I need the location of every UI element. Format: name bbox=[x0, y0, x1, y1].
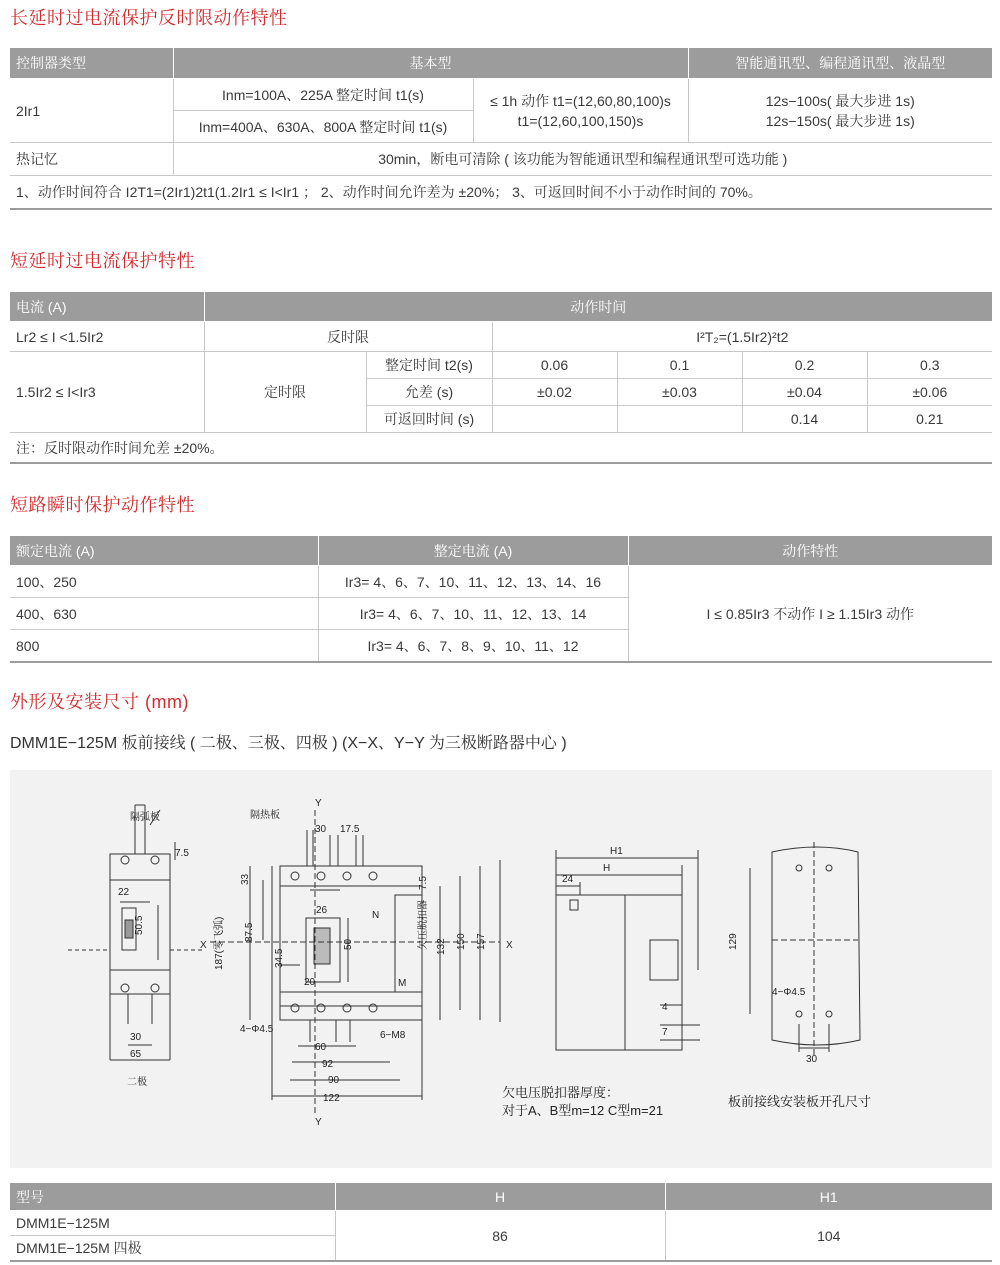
short-delay-table bbox=[10, 292, 992, 464]
dim-33: 33 bbox=[240, 873, 251, 885]
row-2ir1-right bbox=[688, 79, 992, 143]
model-cell: DMM1E−125M bbox=[10, 1211, 335, 1236]
row-2ir1-right-2: 12s−150s( 最大步进 1s) bbox=[765, 112, 915, 129]
label-holes4: 4−Φ4.5 bbox=[240, 1024, 274, 1035]
mounting-panel bbox=[772, 847, 860, 1045]
header-h: H bbox=[335, 1183, 665, 1211]
row-2ir1-label: 2Ir1 bbox=[10, 79, 173, 143]
release-note-1: 欠电压脱扣器厚度： bbox=[502, 1085, 620, 1100]
dim-7-5: 7.5 bbox=[175, 848, 189, 859]
label-holes4b: 4−Φ4.5 bbox=[772, 987, 806, 998]
dim-90: 90 bbox=[328, 1075, 340, 1086]
label-h1: H1 bbox=[610, 846, 623, 857]
long-delay-table bbox=[10, 48, 992, 210]
row-thermal-value: 30min，断电可清除 ( 该功能为智能通讯型和编程通讯型可选功能 ) bbox=[173, 143, 992, 176]
characteristic-cell: I ≤ 0.85Ir3 不动作 I ≥ 1.15Ir3 动作 bbox=[628, 566, 992, 663]
dim-17-5: 17.5 bbox=[340, 824, 360, 835]
tolerance-cell: ±0.04 bbox=[742, 379, 867, 406]
row-2ir1-mid bbox=[473, 79, 688, 143]
dim-30-c: 30 bbox=[806, 1054, 818, 1065]
header-model: 型号 bbox=[10, 1183, 335, 1211]
label-x-left: X bbox=[200, 940, 207, 951]
dim-150: 150 bbox=[456, 933, 467, 950]
header-characteristic: 动作特性 bbox=[628, 536, 992, 566]
row-definite-range: 1.5Ir2 ≤ I<Ir3 bbox=[10, 352, 204, 433]
dim-50: 50 bbox=[343, 938, 354, 950]
row-2ir1-b: Inm=400A、630A、800A 整定时间 t1(s) bbox=[173, 111, 473, 143]
return-time-cell: 0.21 bbox=[867, 406, 992, 433]
label-y-bottom: Y bbox=[315, 1117, 322, 1128]
dim-20: 20 bbox=[304, 977, 316, 988]
dim-4: 4 bbox=[662, 1002, 668, 1013]
label-return-time: 可返回时间 (s) bbox=[366, 406, 492, 433]
drawing-subtitle: DMM1E−125M 板前接线 ( 二极、三极、四极 ) (X−X、Y−Y 为三极断路器中心 ) bbox=[10, 735, 567, 752]
header-rated-current: 额定电流 (A) bbox=[10, 536, 318, 566]
row-2ir1-mid-2: t1=(12,60,100,150)s bbox=[517, 112, 644, 129]
label-heat-plate: 隔热板 bbox=[250, 810, 280, 821]
set-time-cell: 0.06 bbox=[492, 352, 617, 379]
return-time-cell: 0.14 bbox=[742, 406, 867, 433]
return-time-cell bbox=[492, 406, 617, 433]
dimension-drawing bbox=[10, 770, 992, 1168]
section-title-instant: 短路瞬时保护动作特性 bbox=[10, 495, 195, 515]
dim-87-5: 87.5 bbox=[244, 922, 255, 942]
h1-value: 104 bbox=[665, 1211, 992, 1262]
header-current: 电流 (A) bbox=[10, 292, 204, 322]
h-value: 86 bbox=[335, 1211, 665, 1262]
short-delay-note: 注：反时限动作时间允差 ±20%。 bbox=[10, 433, 992, 464]
dim-65: 65 bbox=[130, 1049, 142, 1060]
header-h1: H1 bbox=[665, 1183, 992, 1211]
model-cell: DMM1E−125M 四极 bbox=[10, 1236, 335, 1262]
size-table bbox=[10, 1183, 992, 1262]
dimension-drawing-svg bbox=[10, 770, 992, 1168]
row-2ir1-a: Inm=100A、225A 整定时间 t1(s) bbox=[173, 79, 473, 111]
label-zero-arc: 187(零飞弧) bbox=[214, 916, 225, 970]
label-x-right: X bbox=[506, 940, 513, 951]
set-time-cell: 0.1 bbox=[617, 352, 742, 379]
row-2ir1-right-1: 12s−100s( 最大步进 1s) bbox=[765, 92, 915, 109]
release-note-2: 对于A、B型m=12 C型m=21 bbox=[502, 1103, 664, 1118]
header-action-time: 动作时间 bbox=[204, 292, 992, 322]
set-time-cell: 0.2 bbox=[742, 352, 867, 379]
header-basic: 基本型 bbox=[173, 48, 688, 79]
label-h: H bbox=[603, 863, 611, 874]
dim-60: 60 bbox=[315, 1042, 327, 1053]
row-inverse-range: Lr2 ≤ I <1.5Ir2 bbox=[10, 322, 204, 352]
dim-22: 22 bbox=[118, 887, 130, 898]
dim-26: 26 bbox=[316, 905, 328, 916]
label-tolerance: 允差 (s) bbox=[366, 379, 492, 406]
label-two-pole: 二极 bbox=[127, 1077, 147, 1088]
section-title-long-delay: 长延时过电流保护反时限动作特性 bbox=[10, 8, 288, 28]
dim-132: 132 bbox=[436, 938, 447, 955]
label-m: M bbox=[398, 978, 407, 989]
tolerance-cell: ±0.06 bbox=[867, 379, 992, 406]
rated-cell: 800 bbox=[10, 630, 318, 663]
dim-129: 129 bbox=[728, 933, 739, 950]
row-definite-mode: 定时限 bbox=[204, 352, 366, 433]
dim-7: 7 bbox=[662, 1027, 668, 1038]
header-controller-type: 控制器类型 bbox=[10, 48, 173, 79]
header-smart: 智能通讯型、编程通讯型、液晶型 bbox=[688, 48, 992, 79]
setting-cell: Ir3= 4、6、7、10、11、12、13、14 bbox=[318, 598, 628, 630]
set-time-cell: 0.3 bbox=[867, 352, 992, 379]
label-release: 欠压脱扣器 bbox=[418, 900, 429, 950]
tolerance-cell: ±0.02 bbox=[492, 379, 617, 406]
section-title-short-delay: 短延时过电流保护特性 bbox=[10, 251, 195, 271]
rated-cell: 400、630 bbox=[10, 598, 318, 630]
dim-30-a: 30 bbox=[130, 1032, 142, 1043]
dim-157: 157 bbox=[476, 933, 487, 950]
dim-30-b: 30 bbox=[315, 824, 327, 835]
instant-table bbox=[10, 536, 992, 663]
header-setting-current: 整定电流 (A) bbox=[318, 536, 628, 566]
dim-34-5: 34.5 bbox=[274, 948, 285, 968]
dim-24: 24 bbox=[562, 874, 574, 885]
label-holes6: 6−M8 bbox=[380, 1030, 406, 1041]
label-set-time: 整定时间 t2(s) bbox=[366, 352, 492, 379]
label-n: N bbox=[372, 910, 380, 921]
long-delay-note: 1、动作时间符合 I2T1=(2Ir1)2t1(1.2Ir1 ≤ I<Ir1 ； 2、动作时间允许差为 ±20%； 3、可返回时间不小于动作时间的 70%。 bbox=[10, 176, 992, 210]
section-title-dimensions: 外形及安装尺寸 (mm) bbox=[10, 692, 189, 712]
row-2ir1-mid-1: ≤ 1h 动作 t1=(12,60,80,100)s bbox=[490, 92, 671, 109]
dim-50-5: 50.5 bbox=[134, 915, 145, 935]
return-time-cell bbox=[617, 406, 742, 433]
row-inverse-formula: I²T₂=(1.5Ir2)²t2 bbox=[492, 322, 992, 352]
row-thermal-label: 热记忆 bbox=[10, 143, 173, 176]
row-inverse-mode: 反时限 bbox=[204, 322, 492, 352]
setting-cell: Ir3= 4、6、7、8、9、10、11、12 bbox=[318, 630, 628, 663]
label-y-top: Y bbox=[315, 798, 322, 809]
dim-122: 122 bbox=[323, 1093, 340, 1104]
dim-92: 92 bbox=[322, 1059, 334, 1070]
rated-cell: 100、250 bbox=[10, 566, 318, 598]
tolerance-cell: ±0.03 bbox=[617, 379, 742, 406]
panel-note: 板前接线安装板开孔尺寸 bbox=[728, 1094, 872, 1109]
dim-7-5-b: 7.5 bbox=[418, 876, 429, 890]
setting-cell: Ir3= 4、6、7、10、11、12、13、14、16 bbox=[318, 566, 628, 598]
label-arc-plate: 隔弧板 bbox=[130, 812, 160, 823]
